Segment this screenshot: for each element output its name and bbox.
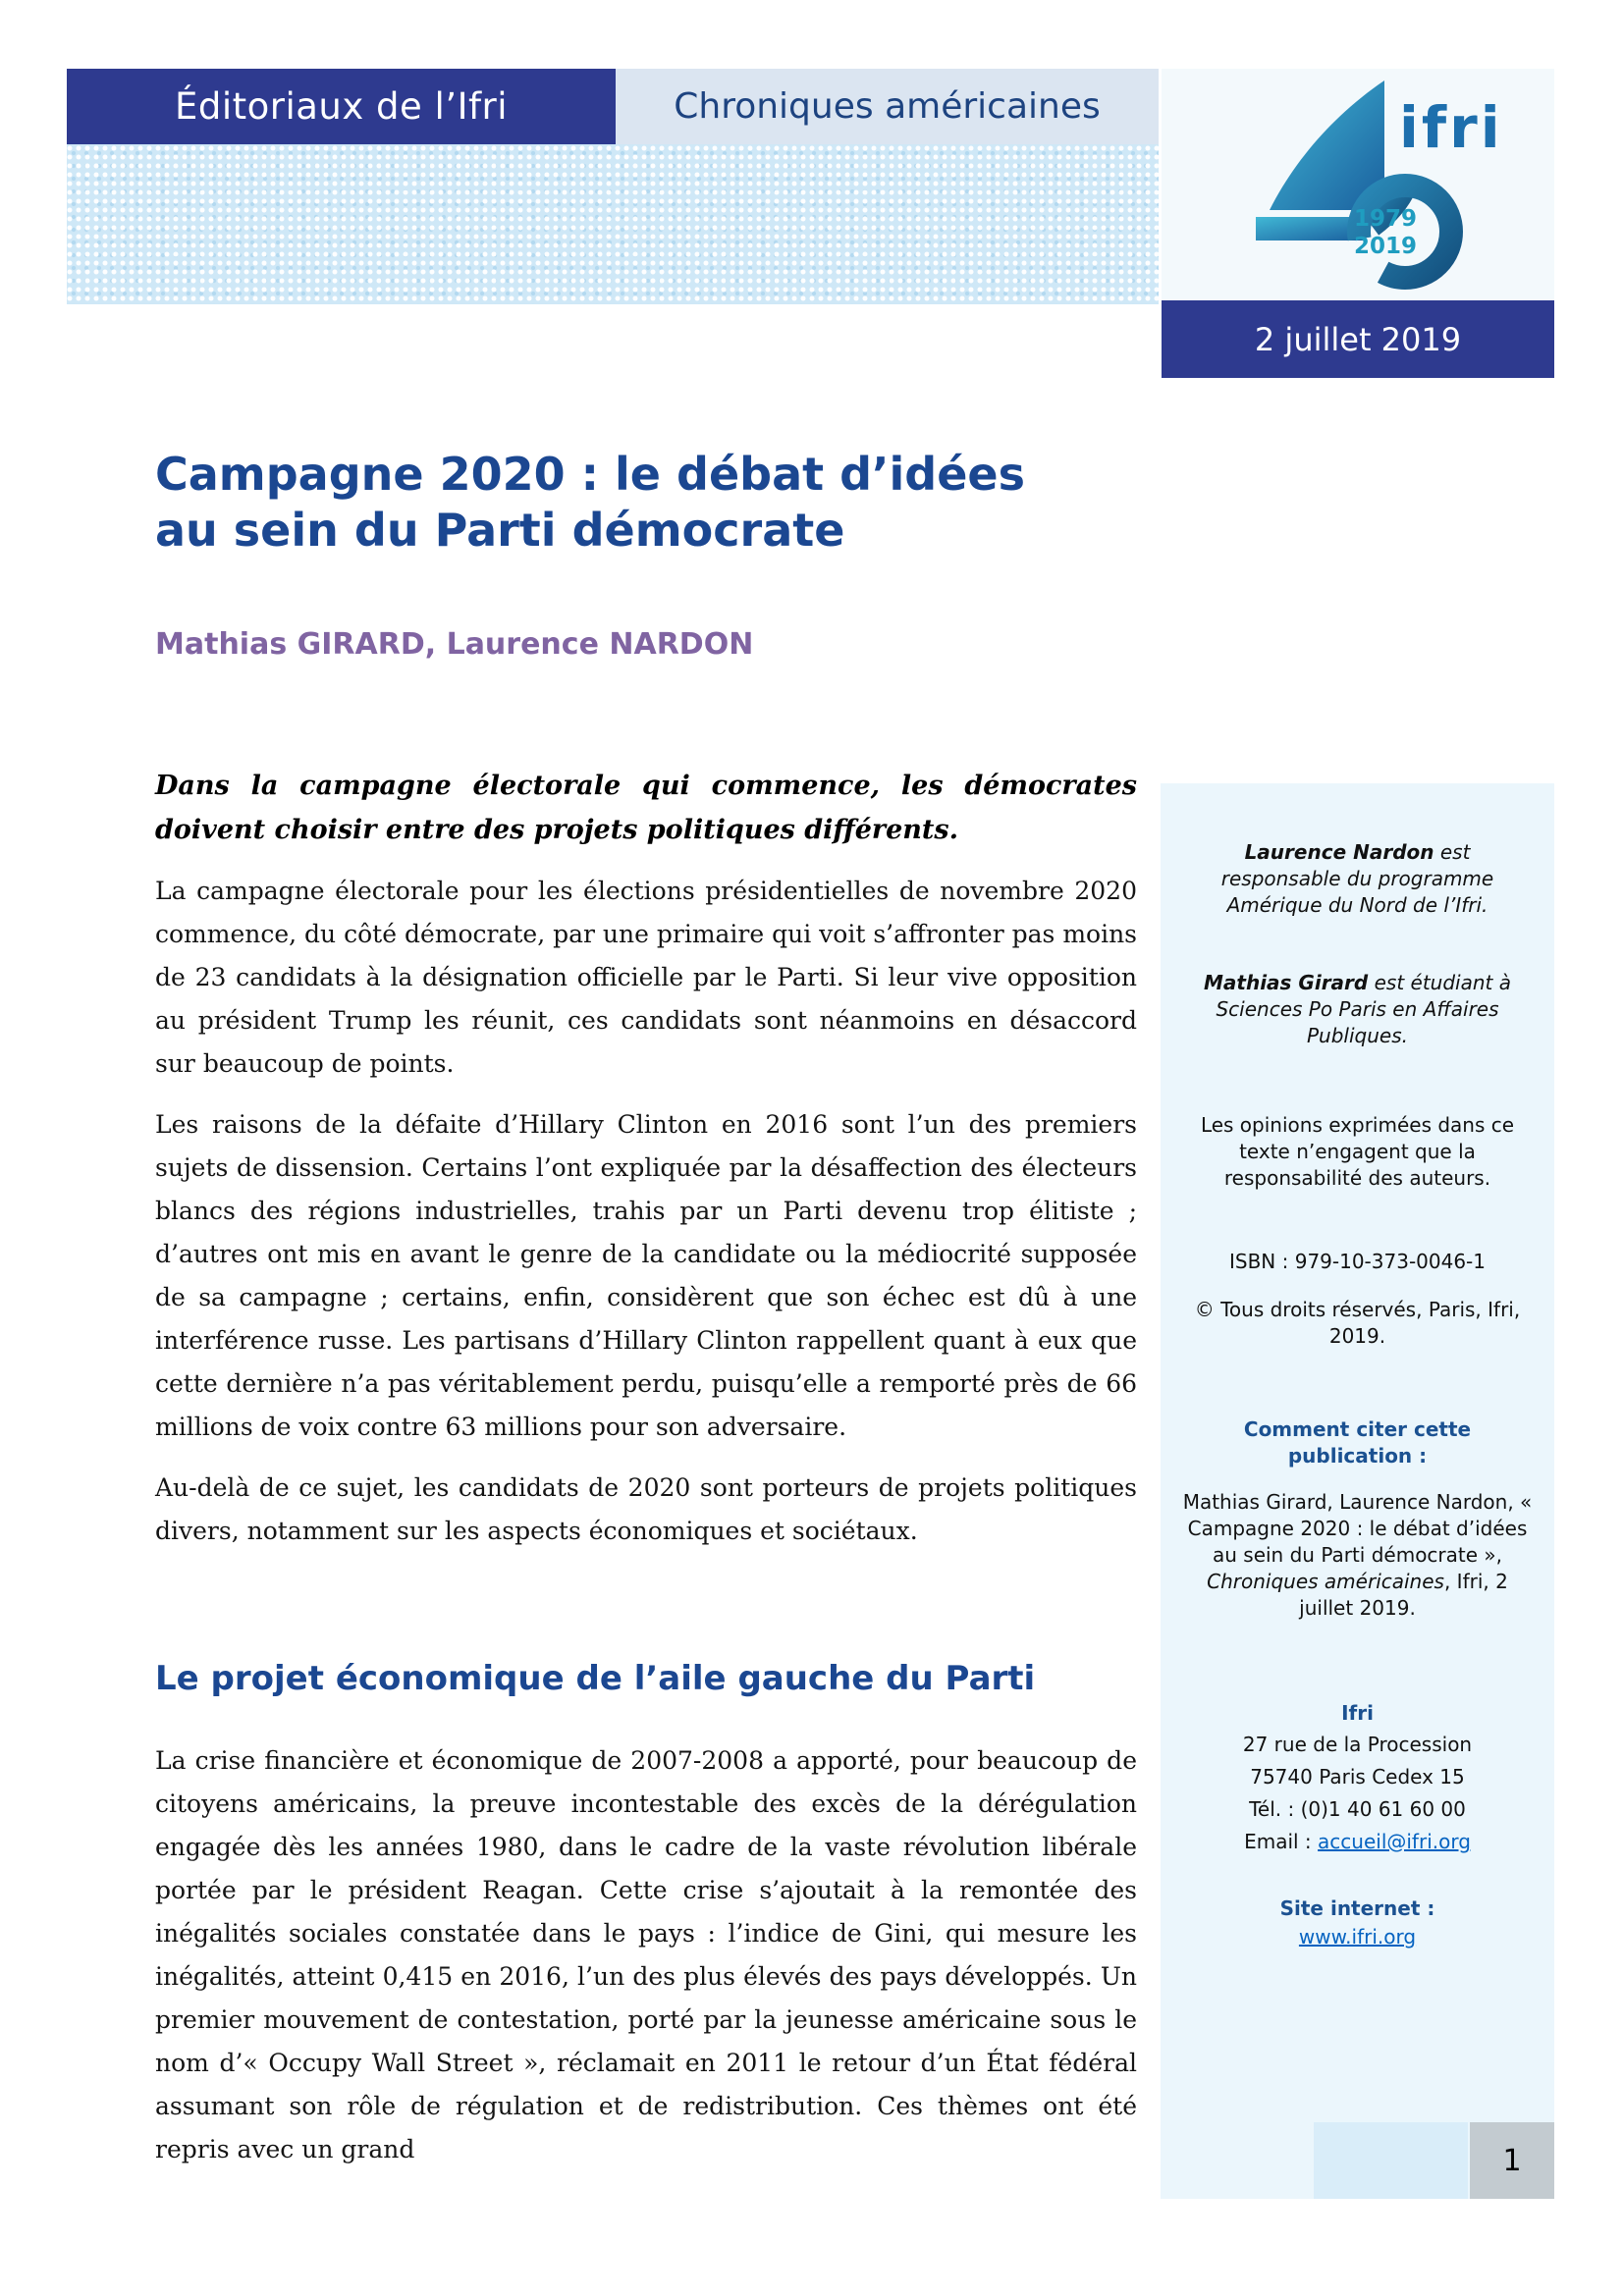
logo-box xyxy=(1162,69,1554,300)
org-name: Ifri xyxy=(1341,1701,1374,1725)
body-paragraph-2: Les raisons de la défaite d’Hillary Clinton en 2016 sont l’un des premiers sujets de dissension. Certains l’ont expliquée par la désaffection des électeurs blancs des régions industrielles, trahis par un Parti devenu trop élitiste ; d’autres ont mis en avant le genre de la candidate ou la médiocrité supposée de sa campagne ; certains, enfin, considèrent que son échec est dû à une interférence russe. Les partisans d’Hillary Clinton rappellent quant à eux que cette dernière n’a pas véritablement perdu, puisqu’elle a remporté près de 66 millions de voix contre 63 millions pour son adversaire. xyxy=(155,1110,1137,1441)
page-number-box xyxy=(1470,2122,1554,2199)
page-number: 1 xyxy=(1502,2143,1522,2178)
author-bio-mathias-girard xyxy=(1182,970,1533,1049)
authors-line: Mathias GIRARD, Laurence NARDON xyxy=(155,627,754,662)
brand-bar-label: Éditoriaux de l’Ifri xyxy=(174,85,509,128)
bio-name: Laurence Nardon xyxy=(1244,840,1434,864)
article-lede: Dans la campagne électorale qui commence, les démocrates doivent choisir entre des projets politiques différents. xyxy=(155,771,1137,845)
email-label: Email : xyxy=(1244,1830,1319,1853)
section-heading: Le projet économique de l’aile gauche du Parti xyxy=(155,1659,1036,1698)
email-link[interactable]: accueil@ifri.org xyxy=(1318,1830,1471,1853)
body-paragraph-3: Au-delà de ce sujet, les candidats de 2020 sont porteurs de projets politiques divers, notamment sur les aspects économiques et sociétaux. xyxy=(155,1473,1137,1545)
logo-year-2019: 2019 xyxy=(1354,234,1418,259)
disclaimer-note: Les opinions exprimées dans ce texte n’engagent que la responsabilité des auteurs. xyxy=(1200,1113,1515,1190)
site-link-line xyxy=(1182,1924,1533,1950)
website-link[interactable]: www.ifri.org xyxy=(1298,1925,1417,1949)
series-bar-label: Chroniques américaines xyxy=(674,86,1101,127)
footer-accent-box xyxy=(1314,2122,1468,2199)
citation-after: , Ifri, 2 juillet 2019. xyxy=(1299,1570,1508,1620)
phone-line: Tél. : (0)1 40 61 60 00 xyxy=(1249,1797,1466,1821)
cite-heading: Comment citer cette publication : xyxy=(1243,1417,1472,1468)
address-line-2: 75740 Paris Cedex 15 xyxy=(1250,1765,1465,1789)
ifri-40-logo xyxy=(1162,69,1554,300)
world-map-pattern xyxy=(67,144,1159,304)
bio-text: est responsable du programme Amérique du Nord de l’Ifri. xyxy=(1220,840,1494,917)
logo-wordmark: ifri xyxy=(1399,94,1503,161)
title-line-1: Campagne 2020 : le débat d’idées xyxy=(155,448,1025,501)
bio-text: est étudiant à Sciences Po Paris en Affaires Publiques. xyxy=(1216,971,1511,1047)
isbn-line: ISBN : 979-10-373-0046-1 xyxy=(1228,1250,1486,1273)
citation-series-italic: Chroniques américaines xyxy=(1207,1570,1444,1593)
publication-date: 2 juillet 2019 xyxy=(1254,320,1462,358)
author-bio-laurence-nardon xyxy=(1182,839,1533,919)
sidebar xyxy=(1161,783,1554,2199)
copyright-line: © Tous droits réservés, Paris, Ifri, 2019. xyxy=(1194,1298,1521,1348)
logo-year-1979: 1979 xyxy=(1354,206,1418,232)
site-heading: Site internet : xyxy=(1279,1896,1435,1920)
address-block xyxy=(1182,1729,1533,1858)
title-line-2: au sein du Parti démocrate xyxy=(155,504,845,557)
series-bar xyxy=(616,69,1159,144)
address-line-1: 27 rue de la Procession xyxy=(1242,1733,1473,1756)
date-bar xyxy=(1162,300,1554,378)
body-paragraph-1: La campagne électorale pour les élections présidentielles de novembre 2020 commence, du côté démocrate, par une primaire qui voit s’affronter pas moins de 23 candidats à la désignation officielle par le Parti. Si leur vive opposition au président Trump les réunit, ces candidats sont néanmoins en désaccord sur beaucoup de points. xyxy=(155,877,1137,1078)
email-line xyxy=(1182,1826,1533,1858)
brand-bar xyxy=(67,69,616,144)
section-paragraph: La crise financière et économique de 2007-2008 a apporté, pour beaucoup de citoyens américains, la preuve incontestable des excès de la dérégulation engagée dès les années 1980, dans le cadre de la vaste révolution libérale portée par le président Reagan. Cette crise s’ajoutait à la remontée des inégalités sociales constatée dans le pays : l’indice de Gini, qui mesure les inégalités, atteint 0,415 en 2016, l’un des plus élevés des pays développés. Un premier mouvement de contestation, porté par la jeunesse américaine sous le nom d’« Occupy Wall Street », réclamait en 2011 le retour d’un État fédéral assumant son rôle de régulation et de redistribution. Ces thèmes ont été repris avec un grand xyxy=(155,1746,1137,2163)
bio-name: Mathias Girard xyxy=(1204,971,1369,994)
article xyxy=(155,447,1137,2171)
citation-before: Mathias Girard, Laurence Nardon, « Campagne 2020 : le débat d’idées au sein du Parti démocrate », xyxy=(1182,1490,1533,1567)
citation-text xyxy=(1182,1489,1533,1622)
page-title xyxy=(155,447,1137,559)
